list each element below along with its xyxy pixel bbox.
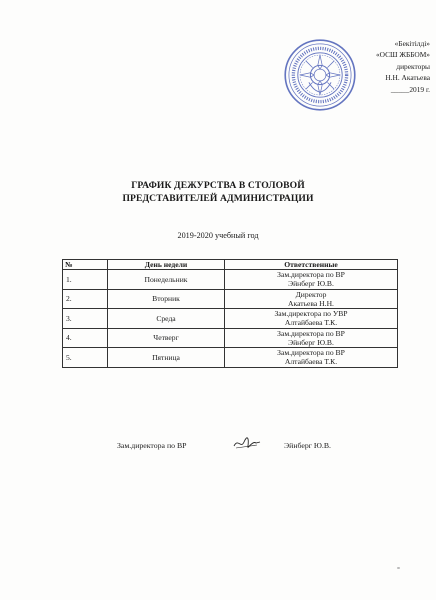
row-responsible	[225, 309, 398, 329]
header-day: День недели	[108, 260, 225, 270]
row-responsible	[225, 289, 398, 309]
scan-speck	[397, 567, 400, 569]
table-row	[63, 328, 398, 348]
official-seal-icon	[283, 38, 357, 112]
title-line-1: ГРАФИК ДЕЖУРСТВА В СТОЛОВОЙ	[131, 180, 305, 191]
duty-schedule-table	[62, 259, 398, 368]
row-day: Среда	[108, 309, 225, 329]
approval-line-3: директоры	[396, 61, 430, 71]
responsible-position: Зам.директора по ВР	[277, 328, 345, 338]
footer-name: Эйнберг Ю.В.	[284, 441, 331, 450]
table-row	[63, 348, 398, 368]
approval-line-4: Н.Н. Акатьева	[385, 73, 430, 83]
row-number: 1.	[63, 270, 108, 290]
responsible-name: Алтайбаева Т.К.	[284, 318, 338, 328]
row-day: Пятница	[108, 348, 225, 368]
signature-icon	[232, 434, 262, 454]
page-title	[0, 180, 436, 205]
responsible-name: Эйнберг Ю.В.	[288, 279, 334, 289]
responsible-name: Эйнберг Ю.В.	[288, 337, 334, 347]
academic-year: 2019-2020 учебный год	[177, 231, 259, 240]
row-responsible	[225, 328, 398, 348]
table-row	[63, 289, 398, 309]
row-number: 3.	[63, 309, 108, 329]
responsible-name: Акатьева Н.Н.	[288, 298, 334, 308]
responsible-name: Алтайбаева Т.К.	[284, 357, 338, 367]
row-day: Вторник	[108, 289, 225, 309]
title-line-2: ПРЕДСТАВИТЕЛЕЙ АДМИНИСТРАЦИИ	[122, 192, 314, 204]
footer-position: Зам.директора по ВР	[117, 441, 187, 450]
responsible-position: Зам.директора по ВР	[277, 270, 345, 280]
table-row	[63, 270, 398, 290]
approval-line-1: «Бекітілді»	[394, 39, 430, 48]
approval-line-2: «ОСШ ЖББОМ»	[375, 50, 430, 60]
header-responsible: Ответственные	[225, 260, 398, 270]
responsible-position: Зам.директора по УВР	[274, 309, 348, 319]
responsible-position: Зам.директора по ВР	[277, 348, 345, 358]
row-day: Четверг	[108, 328, 225, 348]
responsible-position: Директор	[295, 289, 327, 299]
row-number: 2.	[63, 289, 108, 309]
row-responsible	[225, 348, 398, 368]
row-number: 4.	[63, 328, 108, 348]
table-header-row	[63, 260, 398, 270]
row-number: 5.	[63, 348, 108, 368]
header-number: №	[63, 260, 108, 270]
row-day: Понедельник	[108, 270, 225, 290]
table-row	[63, 309, 398, 329]
approval-line-5: _____2019 г.	[390, 84, 430, 94]
row-responsible	[225, 270, 398, 290]
